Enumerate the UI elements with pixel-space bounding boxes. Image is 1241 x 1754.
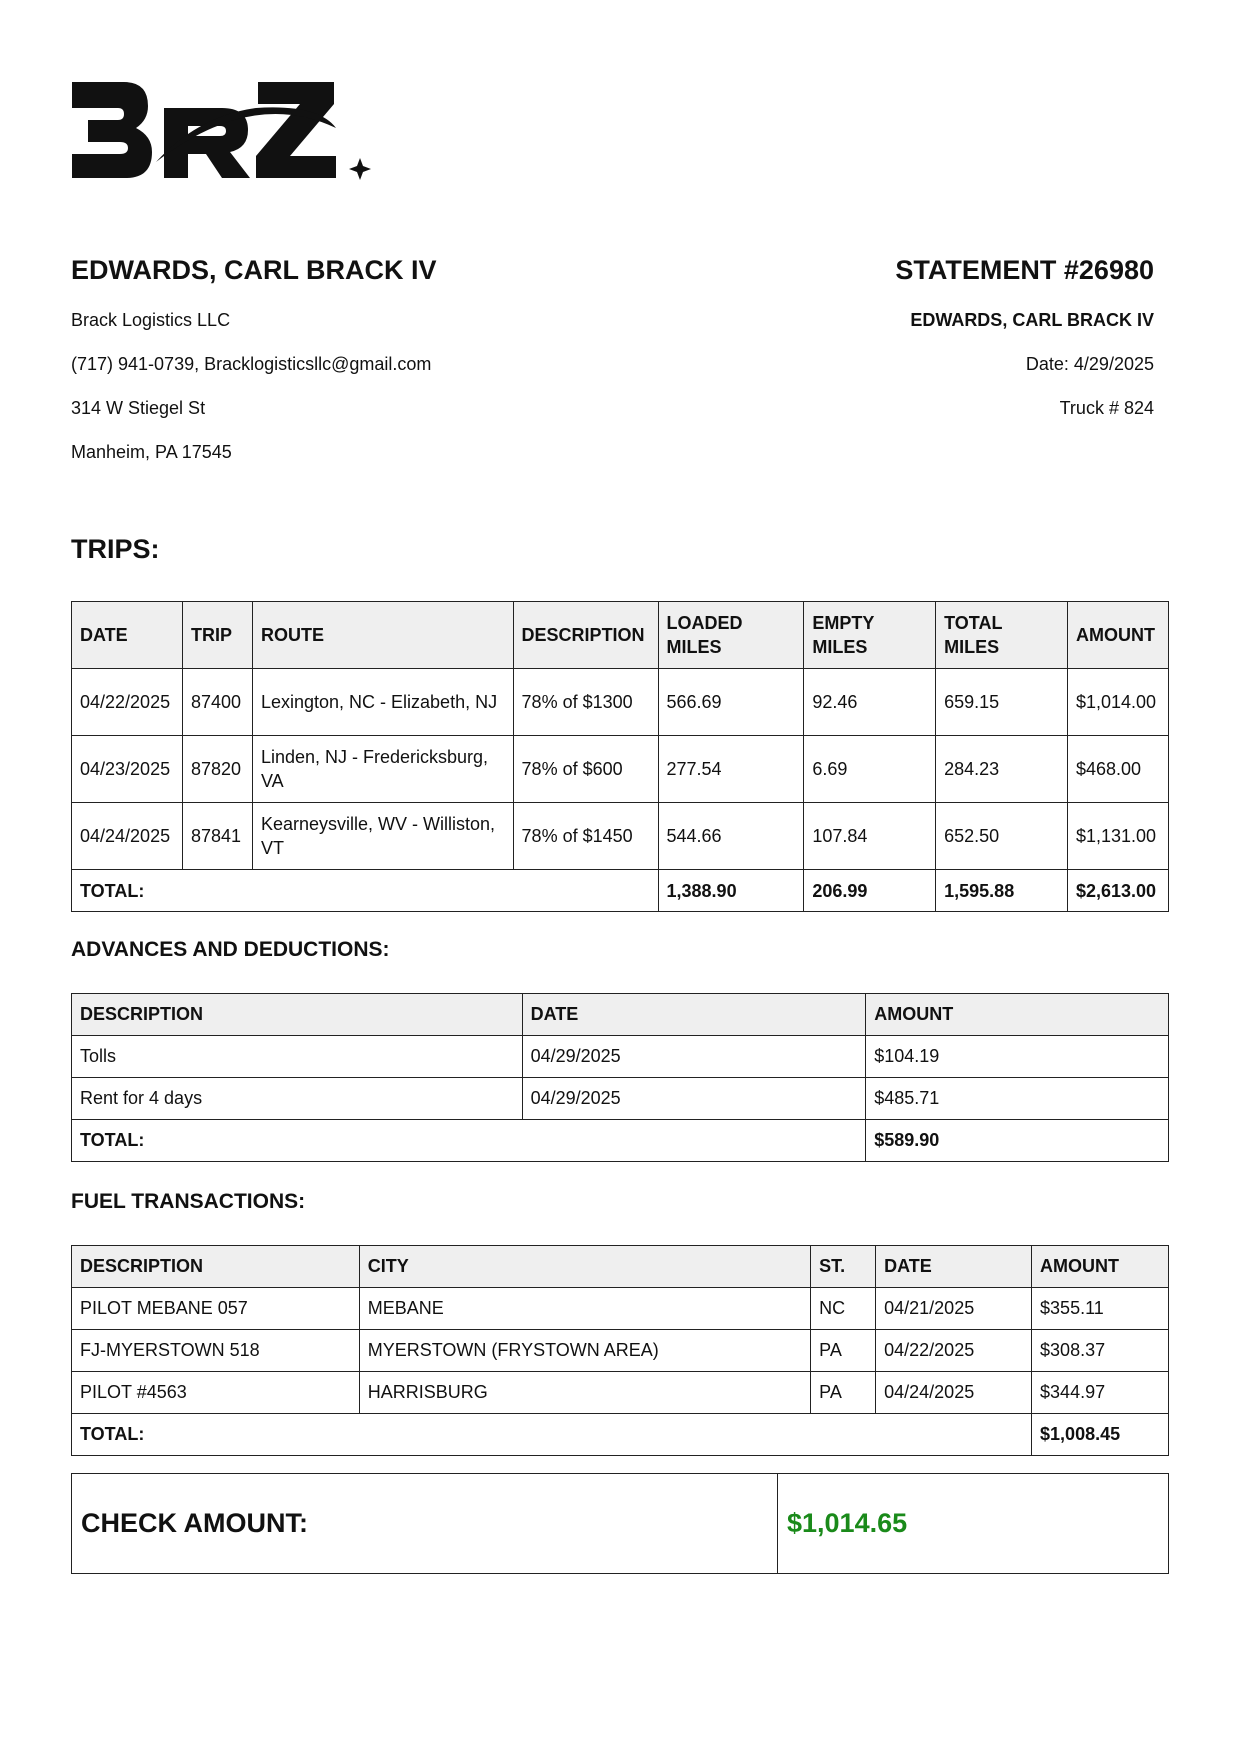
fuel-state: PA	[811, 1330, 876, 1372]
trip-amount: $1,131.00	[1067, 803, 1168, 870]
address-line-2: Manheim, PA 17545	[71, 442, 232, 462]
column-header: ROUTE	[252, 602, 513, 669]
table-header-row	[72, 602, 1169, 669]
fuel-table	[71, 1245, 1169, 1456]
advances-total-row	[72, 1120, 1169, 1162]
table-row	[72, 1372, 1169, 1414]
fuel-description: PILOT #4563	[72, 1372, 360, 1414]
truck-number: Truck # 824	[1059, 398, 1154, 418]
column-header: AMOUNT	[866, 994, 1169, 1036]
trip-date: 04/24/2025	[72, 803, 183, 870]
table-row	[72, 1036, 1169, 1078]
trip-total-miles: 652.50	[936, 803, 1068, 870]
fuel-city: MEBANE	[359, 1288, 810, 1330]
deduction-date: 04/29/2025	[522, 1078, 866, 1120]
trip-route: Lexington, NC - Elizabeth, NJ	[252, 669, 513, 736]
statement-title: STATEMENT #26980	[895, 255, 1154, 285]
trip-number: 87400	[182, 669, 252, 736]
fuel-description: PILOT MEBANE 057	[72, 1288, 360, 1330]
table-row	[72, 736, 1169, 803]
trip-amount: $1,014.00	[1067, 669, 1168, 736]
total-empty-miles: 206.99	[804, 870, 936, 912]
column-header: DATE	[522, 994, 866, 1036]
column-header: DATE	[72, 602, 183, 669]
total-miles: 1,595.88	[936, 870, 1068, 912]
trip-loaded-miles: 544.66	[658, 803, 804, 870]
advances-heading: ADVANCES AND DEDUCTIONS:	[71, 938, 390, 961]
total-advances-amount: $589.90	[866, 1120, 1169, 1162]
column-header: AMOUNT	[1067, 602, 1168, 669]
column-header: TOTAL MILES	[936, 602, 1068, 669]
column-header: AMOUNT	[1032, 1246, 1169, 1288]
table-header-row	[72, 994, 1169, 1036]
total-loaded-miles: 1,388.90	[658, 870, 804, 912]
column-header: ST.	[811, 1246, 876, 1288]
trip-empty-miles: 92.46	[804, 669, 936, 736]
column-header: TRIP	[182, 602, 252, 669]
fuel-amount: $344.97	[1032, 1372, 1169, 1414]
total-label: TOTAL:	[72, 1414, 1032, 1456]
trip-date: 04/23/2025	[72, 736, 183, 803]
trip-amount: $468.00	[1067, 736, 1168, 803]
total-fuel-amount: $1,008.45	[1032, 1414, 1169, 1456]
column-header: DATE	[876, 1246, 1032, 1288]
trip-total-miles: 659.15	[936, 669, 1068, 736]
column-header: DESCRIPTION	[72, 994, 523, 1036]
trip-description: 78% of $600	[513, 736, 658, 803]
table-row	[72, 1330, 1169, 1372]
total-label: TOTAL:	[72, 1120, 866, 1162]
fuel-city: HARRISBURG	[359, 1372, 810, 1414]
trip-loaded-miles: 566.69	[658, 669, 804, 736]
column-header: LOADED MILES	[658, 602, 804, 669]
trip-empty-miles: 107.84	[804, 803, 936, 870]
table-header-row	[72, 1246, 1169, 1288]
address-line-1: 314 W Stiegel St	[71, 398, 206, 418]
trip-route: Kearneysville, WV - Williston, VT	[252, 803, 513, 870]
trip-loaded-miles: 277.54	[658, 736, 804, 803]
trips-table	[71, 601, 1169, 912]
check-amount-box	[71, 1473, 1169, 1574]
table-row	[72, 1078, 1169, 1120]
contact-info: (717) 941-0739, Bracklogisticsllc@gmail.com	[71, 354, 432, 374]
deduction-description: Tolls	[72, 1036, 523, 1078]
fuel-city: MYERSTOWN (FRYSTOWN AREA)	[359, 1330, 810, 1372]
total-label: TOTAL:	[72, 870, 659, 912]
column-header: EMPTY MILES	[804, 602, 936, 669]
fuel-total-row	[72, 1414, 1169, 1456]
trip-number: 87820	[182, 736, 252, 803]
trips-heading: TRIPS:	[71, 534, 160, 564]
fuel-state: PA	[811, 1372, 876, 1414]
total-trips-amount: $2,613.00	[1067, 870, 1168, 912]
fuel-heading: FUEL TRANSACTIONS:	[71, 1190, 306, 1213]
fuel-date: 04/22/2025	[876, 1330, 1032, 1372]
deduction-date: 04/29/2025	[522, 1036, 866, 1078]
trip-date: 04/22/2025	[72, 669, 183, 736]
fuel-date: 04/24/2025	[876, 1372, 1032, 1414]
deduction-description: Rent for 4 days	[72, 1078, 523, 1120]
trip-route: Linden, NJ - Fredericksburg, VA	[252, 736, 513, 803]
statement-payee: EDWARDS, CARL BRACK IV	[910, 310, 1154, 330]
statement-date: Date: 4/29/2025	[1025, 354, 1154, 374]
fuel-amount: $355.11	[1032, 1288, 1169, 1330]
trips-total-row	[72, 870, 1169, 912]
table-row	[72, 803, 1169, 870]
trip-number: 87841	[182, 803, 252, 870]
company-name: Brack Logistics LLC	[71, 310, 231, 330]
column-header: DESCRIPTION	[513, 602, 658, 669]
trip-total-miles: 284.23	[936, 736, 1068, 803]
trip-description: 78% of $1300	[513, 669, 658, 736]
trip-description: 78% of $1450	[513, 803, 658, 870]
trip-empty-miles: 6.69	[804, 736, 936, 803]
statement-info	[634, 250, 1154, 430]
fuel-state: NC	[811, 1288, 876, 1330]
check-amount-value: $1,014.65	[787, 1508, 908, 1538]
advances-table	[71, 993, 1169, 1162]
column-header: CITY	[359, 1246, 810, 1288]
driver-info	[71, 250, 671, 474]
check-amount-label: CHECK AMOUNT:	[72, 1474, 778, 1573]
fuel-description: FJ-MYERSTOWN 518	[72, 1330, 360, 1372]
table-row	[72, 1288, 1169, 1330]
driver-name: EDWARDS, CARL BRACK IV	[71, 255, 437, 285]
company-logo	[72, 78, 382, 190]
column-header: DESCRIPTION	[72, 1246, 360, 1288]
fuel-amount: $308.37	[1032, 1330, 1169, 1372]
deduction-amount: $104.19	[866, 1036, 1169, 1078]
fuel-date: 04/21/2025	[876, 1288, 1032, 1330]
deduction-amount: $485.71	[866, 1078, 1169, 1120]
table-row	[72, 669, 1169, 736]
